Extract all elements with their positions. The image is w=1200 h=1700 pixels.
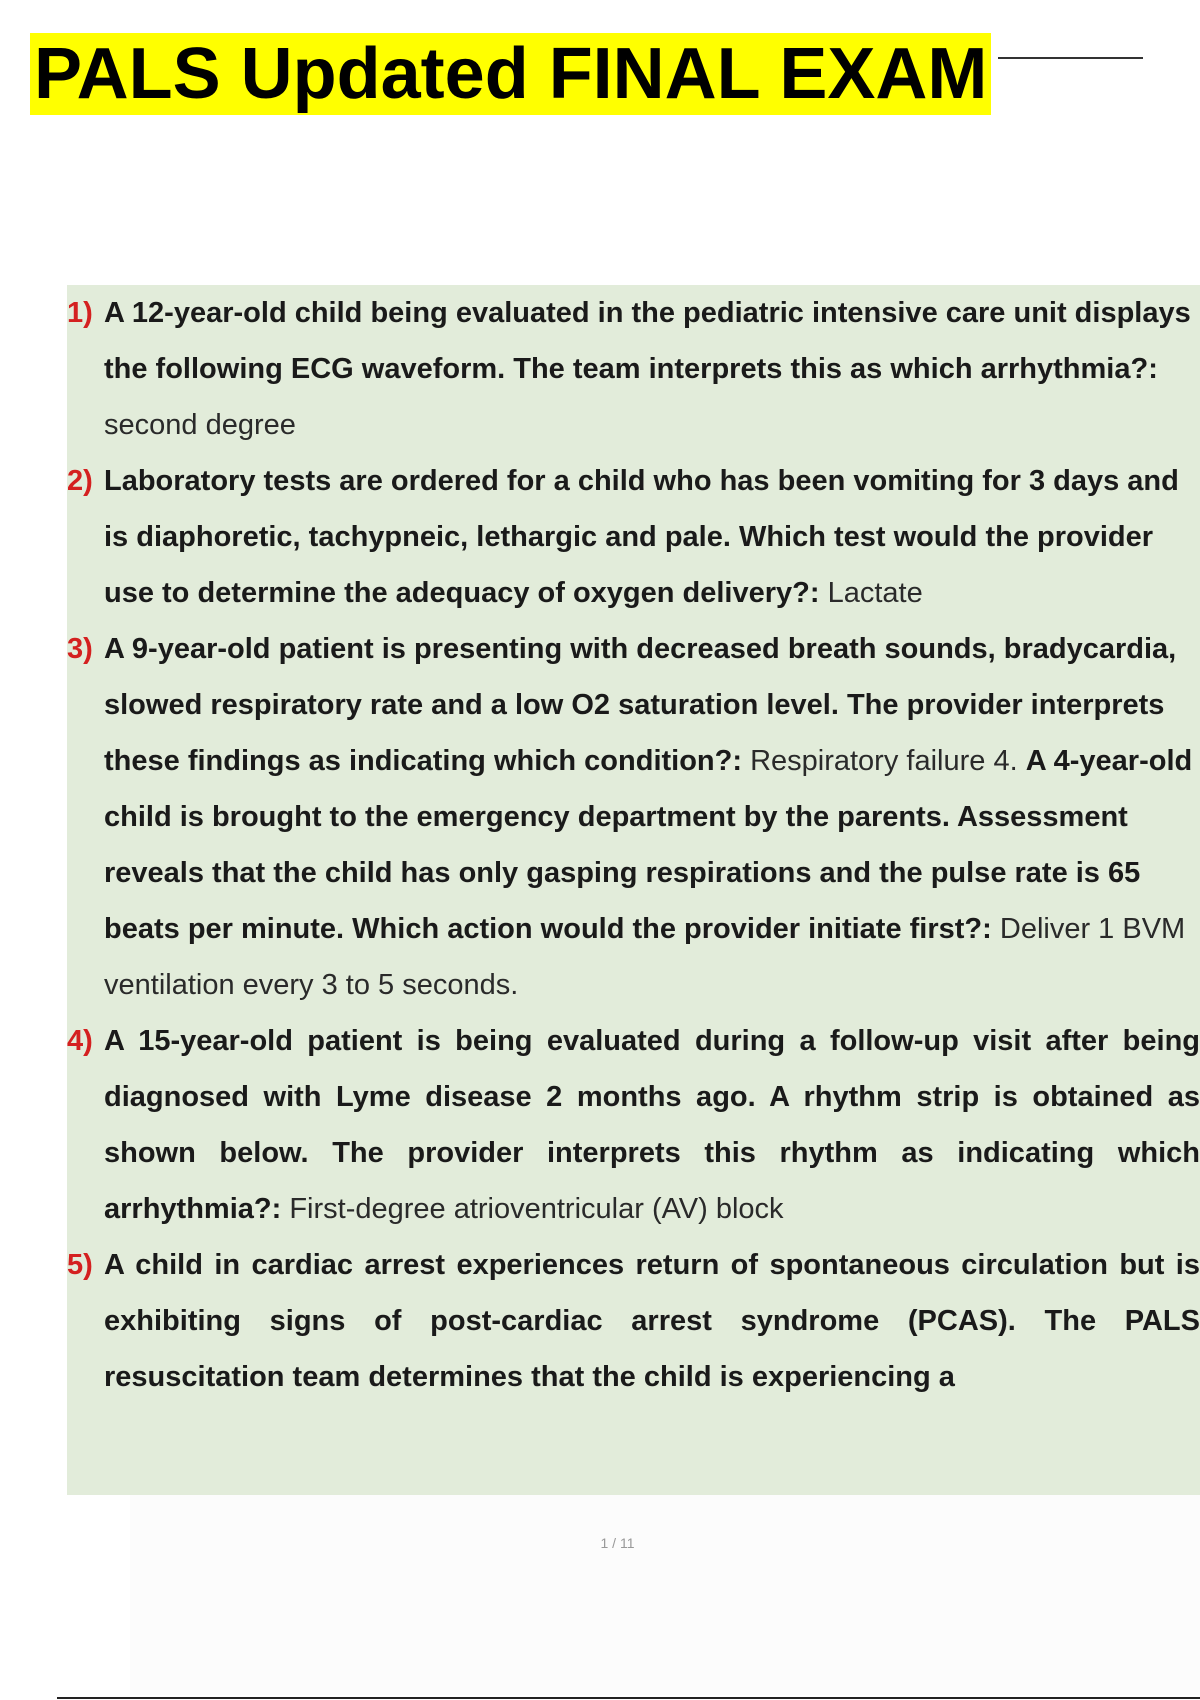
question-item-3 (67, 621, 1200, 1013)
question-item-5 (67, 1237, 1200, 1405)
question-number: 5) (67, 1249, 93, 1281)
question-body (104, 1013, 1200, 1237)
answer-text: second degree (104, 409, 296, 441)
question-list (67, 285, 1200, 1495)
question-text: A 12-year-old child being evaluated in the pediatric intensive care unit displays the following ECG waveform. The team interprets this as which arrhythmia?: (104, 297, 1191, 385)
question-number: 2) (67, 465, 93, 497)
question-body (104, 285, 1200, 453)
question-item-1 (67, 285, 1200, 453)
question-body (104, 453, 1200, 621)
page-indicator: 1 / 11 (600, 1535, 635, 1551)
answer-text-continued: Deliver 1 BVM ventilation every 3 to 5 seconds. (104, 913, 1186, 1001)
document-title: PALS Updated FINAL EXAM (30, 33, 991, 115)
question-number: 1) (67, 297, 93, 329)
question-body (104, 621, 1200, 1013)
page-footer-area (130, 1495, 1200, 1695)
answer-text: First-degree atrioventricular (AV) block (281, 1193, 784, 1225)
title-block (30, 33, 991, 115)
question-number: 4) (67, 1025, 93, 1057)
question-text-continued: A 4-year-old child is brought to the emergency department by the parents. Assessment reveals that the child has only gasping respirations and the pulse rate is 65 beats per minute. Which action would the provider initiate first?: (104, 745, 1193, 945)
bottom-divider (57, 1697, 1200, 1699)
answer-text: Lactate (819, 577, 923, 609)
answer-text: Respiratory failure 4. (742, 745, 1026, 777)
title-underline (998, 57, 1143, 59)
question-item-2 (67, 453, 1200, 621)
question-text: A child in cardiac arrest experiences return of spontaneous circulation but is exhibiting signs of post-cardiac arrest syndrome (PCAS). The PALS resuscitation team determines that the child is experiencing a (104, 1249, 1200, 1393)
question-text: Laboratory tests are ordered for a child who has been vomiting for 3 days and is diaphoretic, tachypneic, lethargic and pale. Which test would the provider use to determine the adequacy of oxygen delivery?: (104, 465, 1179, 609)
question-body (104, 1237, 1200, 1405)
question-number: 3) (67, 633, 93, 665)
question-text: A 15-year-old patient is being evaluated during a follow-up visit after being diagnosed with Lyme disease 2 months ago. A rhythm strip is obtained as shown below. The provider interprets this rhythm as indicating which arrhythmia?: (104, 1025, 1200, 1225)
question-item-4 (67, 1013, 1200, 1237)
question-text: A 9-year-old patient is presenting with decreased breath sounds, bradycardia, slowed respiratory rate and a low O2 saturation level. The provider interprets these findings as indicating which condition?: (104, 633, 1177, 777)
